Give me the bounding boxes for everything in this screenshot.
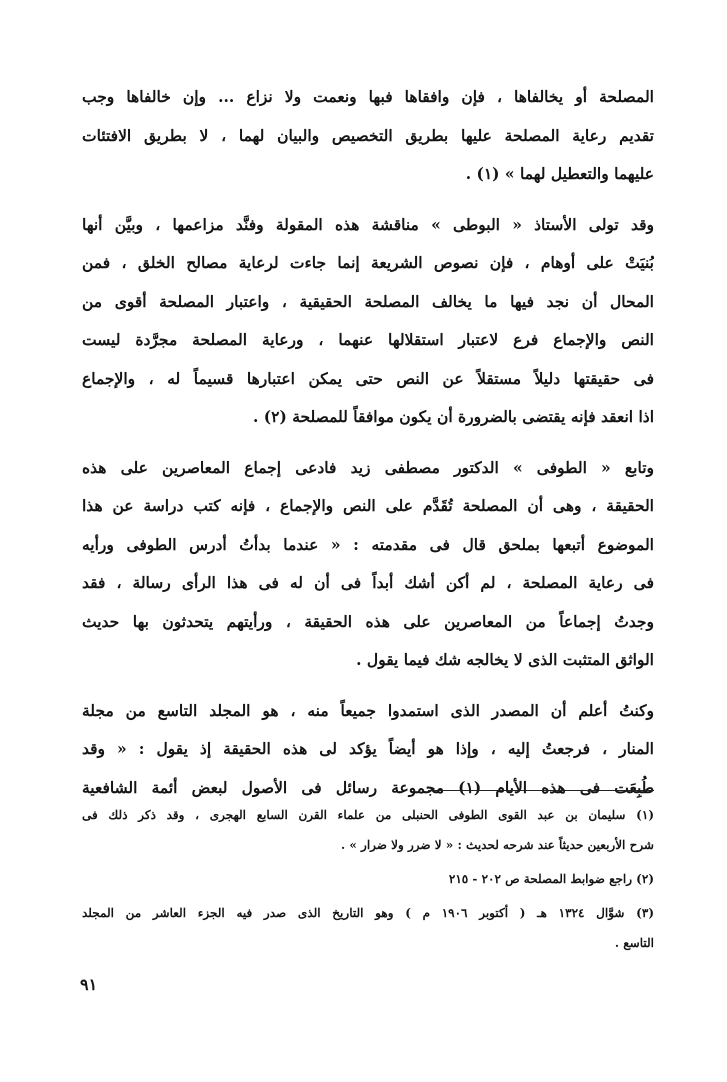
- paragraph-1: [82, 78, 654, 194]
- footnote-3: [82, 898, 654, 958]
- footnote-line: (٢) راجع ضوابط المصلحة ص ٢٠٢ - ٢١٥: [448, 872, 654, 886]
- text-line: المحال أن نجد فيها ما يخالف المصلحة الحقيقية ، واعتبار المصلحة أقوى من: [82, 291, 654, 311]
- text-line: فى حقيقتها دليلاً مستقلاً عن النص حتى يمكن اعتبارها قسيماً له ، والإجماع: [82, 368, 654, 388]
- text-line: الواثق المتثبت الذى لا يخالجه شك فيما يقول .: [356, 650, 654, 669]
- text-line: وقد تولى الأستاذ « البوطى » مناقشة هذه المقولة وفنَّد مزاعمها ، وبيَّن أنها: [82, 214, 654, 234]
- footnote-line: شرح الأربعين حديثاً عند شرحه لحديث : « لا ضرر ولا ضرار » .: [341, 838, 654, 852]
- paragraph-2: [82, 206, 654, 437]
- main-text: [82, 78, 654, 807]
- footnote-1: [82, 800, 654, 860]
- text-line: المنار ، فرجعتُ إليه ، وإذا هو أيضاً يؤكد لى هذه الحقيقة إذ يقول : « وقد: [82, 739, 654, 758]
- text-line: الموضوع أتبعها بملحق قال فى مقدمته : « عندما بدأتُ أدرس الطوفى ورأيه: [82, 534, 654, 554]
- text-line: وتابع « الطوفى » الدكتور مصطفى زيد فادعى إجماع المعاصرين على هذه: [82, 457, 654, 477]
- paragraph-3: [82, 449, 654, 680]
- text-line: تقديم رعاية المصلحة عليها بطريق التخصيص والبيان لهما ، لا بطريق الافتئات: [82, 125, 654, 145]
- text-line: طُبِعَت فى هذه الأيام (١) مجموعة رسائل فى الأصول لبعض أئمة الشافعية: [82, 777, 654, 797]
- text-line: الحقيقة ، وهى أن المصلحة تُقَدَّم على النص والإجماع ، فإنه كتب دراسة عن هذا: [82, 496, 654, 515]
- text-line: وكنتُ أعلم أن المصدر الذى استمدوا جميعاً منه ، هو المجلد التاسع من مجلة: [82, 700, 654, 720]
- text-line: بُنيَتْ على أوهام ، فإن نصوص الشريعة إنما جاءت لرعاية مصالح الخلق ، فمن: [82, 253, 654, 272]
- text-line: عليهما والتعطيل لهما » (١) .: [465, 164, 654, 183]
- text-line: اذا انعقد فإنه يقتضى بالضرورة أن يكون موافقاً للمصلحة (٢) .: [253, 407, 654, 426]
- page-number: ٩١: [80, 975, 98, 994]
- footnotes: [82, 800, 654, 958]
- footnote-line: (١) سليمان بن عبد القوى الطوفى الحنبلى من علماء القرن السابع الهجرى ، وقد ذكر ذلك فى: [82, 808, 654, 822]
- footnote-2: [82, 864, 654, 894]
- text-line: فى رعاية المصلحة ، لم أكن أشك أبداً فى أن له فى هذا الرأى رسالة ، فقد: [82, 573, 654, 592]
- footnote-line: التاسع .: [614, 936, 654, 950]
- text-line: النص والإجماع فرع لاعتبار استقلالها عنهما ، ورعاية المصلحة مجرَّدة ليست: [82, 330, 654, 349]
- footnote-line: (٣) شوَّال ١٣٢٤ هـ ( أكتوبر ١٩٠٦ م ) وهو التاريخ الذى صدر فيه الجزء العاشر من المجلد: [82, 906, 654, 920]
- text-line: وجدتُ إجماعاً من المعاصرين على هذه الحقيقة ، ورأيتهم يتحدثون بها حديث: [82, 611, 654, 631]
- footnote-divider: [428, 790, 654, 791]
- text-line: المصلحة أو يخالفاها ، فإن وافقاها فبها ونعمت ولا نزاع ... وإن خالفاها وجب: [82, 87, 654, 106]
